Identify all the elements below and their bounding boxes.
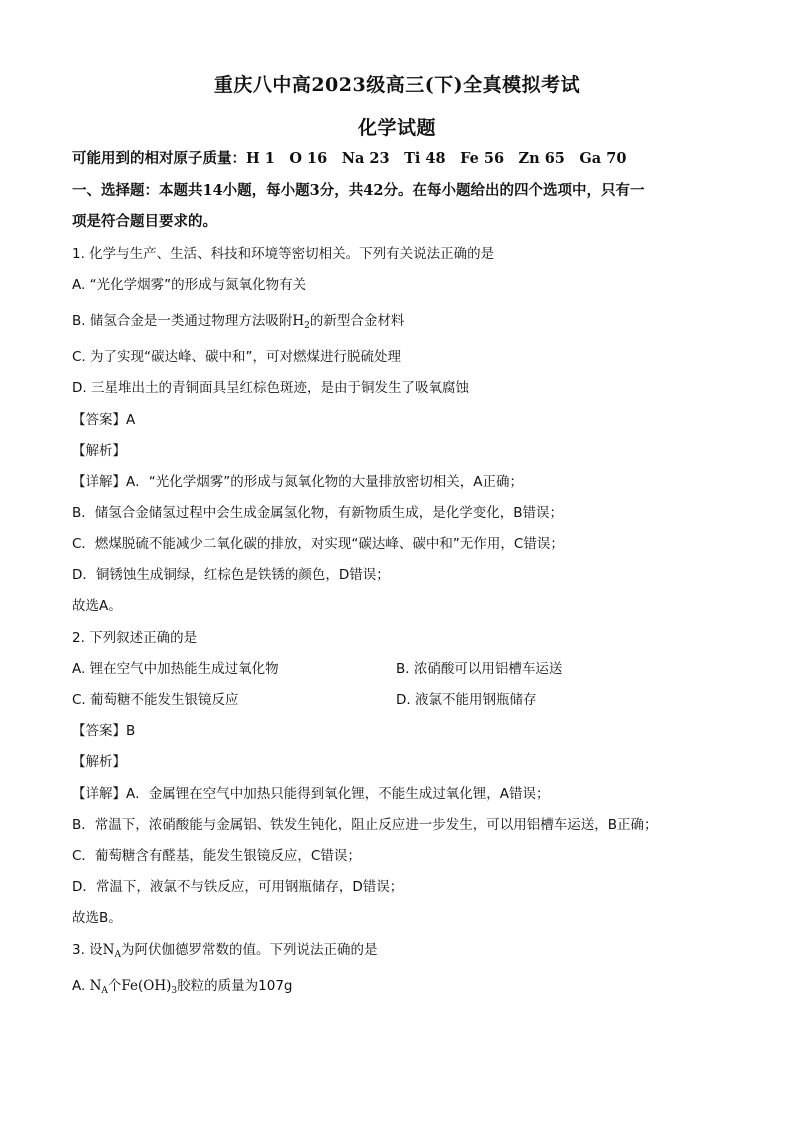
- avogadro-symbol: [103, 942, 121, 958]
- q2-stem: 2. 下列叙述正确的是: [72, 630, 198, 646]
- subject-title: 化学试题: [357, 117, 436, 139]
- hydrogen-subscript: 2: [304, 321, 310, 331]
- q1-option-a: A. “光化学烟雾”的形成与氮氧化物有关: [72, 277, 307, 293]
- q3-option-a-suffix: 胶粒的质量为107g: [177, 978, 293, 994]
- avogadro-letter: N: [102, 942, 115, 958]
- q1-option-c: C. 为了实现“碳达峰、碳中和”，可对燃煤进行脱硫处理: [72, 349, 401, 365]
- q2-option-c: C. 葡萄糖不能发生银镜反应: [72, 692, 239, 708]
- q3-stem-suffix: 为阿伏伽德罗常数的值。下列说法正确的是: [120, 942, 378, 958]
- atomic-masses-line: 可能用到的相对原子质量：H 1 O 16 Na 23 Ti 48 Fe 56 Zn 65 Ga 70: [72, 150, 627, 167]
- q1-detail-b: B．储氢合金储氢过程中会生成金属氢化物，有新物质生成，是化学变化，B错误；: [72, 505, 564, 521]
- q1-detail-c: C．燃煤脱硫不能减少二氧化碳的排放，对实现“碳达峰、碳中和”无作用，C错误；: [72, 536, 564, 552]
- avogadro-subscript-option: A: [101, 986, 108, 996]
- q2-option-b: B. 浓硝酸可以用铝槽车运送: [396, 661, 563, 677]
- iron-hydroxide-text: Fe(OH): [121, 978, 172, 994]
- iron-hydroxide-subscript: 3: [171, 986, 178, 996]
- q1-detail-a: 【详解】A．“光化学烟雾”的形成与氮氧化物的大量排放密切相关，A正确；: [72, 474, 523, 490]
- q2-option-d: D. 液氯不能用钢瓶储存: [396, 692, 537, 708]
- avogadro-symbol-option: [90, 978, 108, 994]
- q2-detail-c: C．葡萄糖含有醛基，能发生银镜反应，C错误；: [72, 848, 361, 864]
- q1-option-b-suffix: 的新型合金材料: [309, 313, 405, 329]
- q3-option-a-mid: 个: [107, 978, 122, 994]
- hydrogen-symbol: H: [292, 313, 305, 329]
- q3-stem: [72, 941, 377, 964]
- q1-conclusion: 故选A。: [72, 598, 122, 614]
- q2-detail-a: 【详解】A．金属锂在空气中加热只能得到氧化锂，不能生成过氧化锂，A错误；: [72, 786, 550, 802]
- q1-stem: 1. 化学与生产、生活、科技和环境等密切相关。下列有关说法正确的是: [72, 246, 495, 262]
- q3-option-a: [72, 977, 292, 1000]
- q1-option-d: D. 三星堆出土的青铜面具呈红棕色斑迹，是由于铜发生了吸氧腐蚀: [72, 380, 469, 396]
- q3-option-a-prefix: A.: [72, 978, 86, 994]
- avogadro-letter-option: N: [89, 978, 102, 994]
- q1-detail-d: D．铜锈蚀生成铜绿，红棕色是铁锈的颜色，D错误；: [72, 567, 390, 583]
- q2-detail-d: D．常温下，液氯不与铁反应，可用钢瓶储存，D错误；: [72, 879, 404, 895]
- hydrogen-formula: [292, 313, 310, 329]
- exam-title: 重庆八中高2023级高三(下)全真模拟考试: [213, 74, 581, 96]
- q1-option-b: [72, 312, 404, 335]
- section-heading-line2: 项是符合题目要求的。: [72, 213, 217, 230]
- q1-option-b-prefix: B. 储氢合金是一类通过物理方法吸附: [72, 313, 293, 329]
- q2-option-a: A. 锂在空气中加热能生成过氧化物: [72, 661, 279, 677]
- avogadro-subscript: A: [114, 950, 121, 960]
- q2-analysis-label: 【解析】: [72, 754, 126, 770]
- q2-detail-b: B．常温下，浓硝酸能与金属铝、铁发生钝化，阻止反应进一步发生，可以用铝槽车运送，B正确；: [72, 817, 658, 833]
- q1-analysis-label: 【解析】: [72, 443, 126, 459]
- q3-stem-prefix: 3. 设: [72, 942, 103, 958]
- q2-answer: 【答案】B: [72, 723, 136, 739]
- q2-conclusion: 故选B。: [72, 910, 122, 926]
- iron-hydroxide-formula: [121, 978, 177, 994]
- q1-answer: 【答案】A: [72, 412, 136, 428]
- section-heading-line1: 一、选择题：本题共14小题，每小题3分，共42分。在每小题给出的四个选项中，只有一: [72, 182, 645, 199]
